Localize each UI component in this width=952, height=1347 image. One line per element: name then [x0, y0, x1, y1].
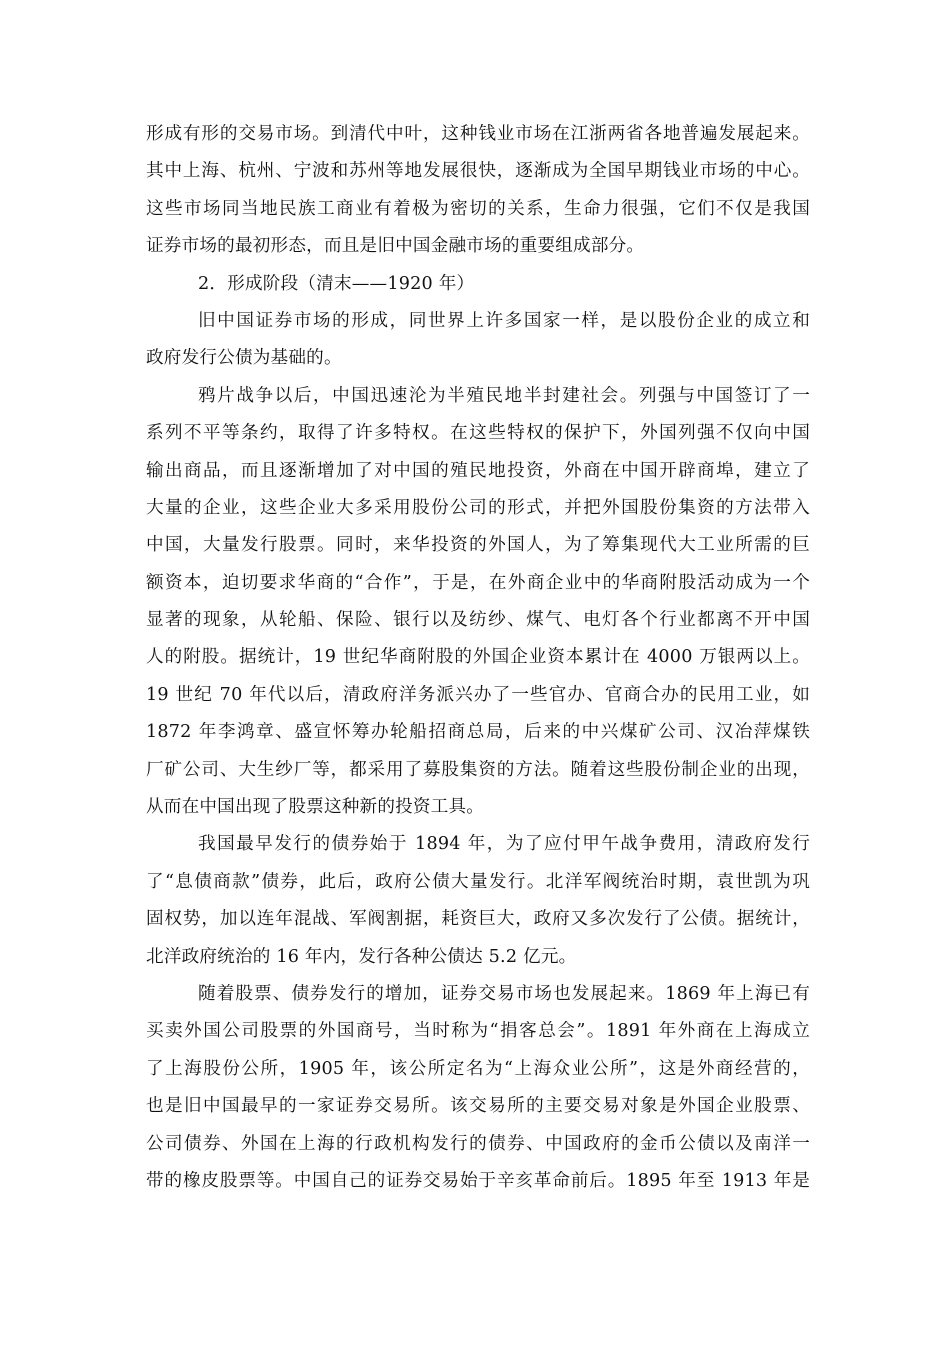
section-heading: 2．形成阶段（清末——1920 年） — [198, 273, 475, 294]
text-line: 了上海股份公所，1905 年，该公所定名为“上海众业公所”，这是外商经营的， — [146, 1058, 810, 1079]
text-line: 1872 年李鸿章、盛宣怀筹办轮船招商总局，后来的中兴煤矿公司、汉冶萍煤铁 — [146, 722, 810, 743]
text-line: 北洋政府统治的 16 年内，发行各种公债达 5.2 亿元。 — [146, 946, 577, 967]
text-line: 系列不平等条约，取得了许多特权。在这些特权的保护下，外国列强不仅向中国 — [146, 423, 810, 444]
text-line: 输出商品，而且逐渐增加了对中国的殖民地投资，外商在中国开辟商埠，建立了 — [146, 460, 810, 481]
text-line: 证券市场的最初形态，而且是旧中国金融市场的重要组成部分。 — [146, 236, 645, 257]
text-line: 旧中国证券市场的形成，同世界上许多国家一样，是以股份企业的成立和 — [198, 310, 810, 331]
text-line: 买卖外国公司股票的外国商号，当时称为“捐客总会”。1891 年外商在上海成立 — [146, 1021, 810, 1042]
body-text — [146, 116, 810, 1200]
text-line: 从而在中国出现了股票这种新的投资工具。 — [146, 797, 485, 818]
text-line: 也是旧中国最早的一家证券交易所。该交易所的主要交易对象是外国企业股票、 — [146, 1096, 810, 1117]
text-line: 厂矿公司、大生纱厂等，都采用了募股集资的方法。随着这些股份制企业的出现， — [146, 759, 810, 780]
text-line: 公司债券、外国在上海的行政机构发行的债券、中国政府的金币公债以及南洋一 — [146, 1133, 810, 1154]
text-line: 带的橡皮股票等。中国自己的证券交易始于辛亥革命前后。1895 年至 1913 年是 — [146, 1170, 810, 1191]
text-line: 这些市场同当地民族工商业有着极为密切的关系，生命力很强，它们不仅是我国 — [146, 198, 810, 219]
text-line: 中国，大量发行股票。同时，来华投资的外国人，为了筹集现代大工业所需的巨 — [146, 535, 810, 556]
text-line: 其中上海、杭州、宁波和苏州等地发展很快，逐渐成为全国早期钱业市场的中心。 — [146, 161, 810, 182]
text-line: 形成有形的交易市场。到清代中叶，这种钱业市场在江浙两省各地普遍发展起来。 — [146, 124, 810, 144]
text-line: 鸦片战争以后，中国迅速沦为半殖民地半封建社会。列强与中国签订了一 — [198, 385, 810, 406]
text-line: 额资本，迫切要求华商的“合作”，于是，在外商企业中的华商附股活动成为一个 — [146, 572, 810, 593]
text-line: 固权势，加以连年混战、军阀割据，耗资巨大，政府又多次发行了公债。据统计， — [146, 909, 810, 930]
text-line: 我国最早发行的债券始于 1894 年，为了应付甲午战争费用，清政府发行 — [198, 834, 810, 855]
text-line: 显著的现象，从轮船、保险、银行以及纺纱、煤气、电灯各个行业都离不开中国 — [146, 610, 810, 631]
text-line: 人的附股。据统计，19 世纪华商附股的外国企业资本累计在 4000 万银两以上。 — [146, 647, 810, 668]
text-line: 19 世纪 70 年代以后，清政府洋务派兴办了一些官办、官商合办的民用工业，如 — [146, 684, 810, 705]
text-line: 政府发行公债为基础的。 — [146, 348, 342, 369]
text-line: 随着股票、债券发行的增加，证券交易市场也发展起来。1869 年上海已有 — [198, 983, 810, 1004]
text-line: 了“息债商款”债券，此后，政府公债大量发行。北洋军阀统治时期，袁世凯为巩 — [146, 871, 810, 892]
text-line: 大量的企业，这些企业大多采用股份公司的形式，并把外国股份集资的方法带入 — [146, 497, 810, 518]
